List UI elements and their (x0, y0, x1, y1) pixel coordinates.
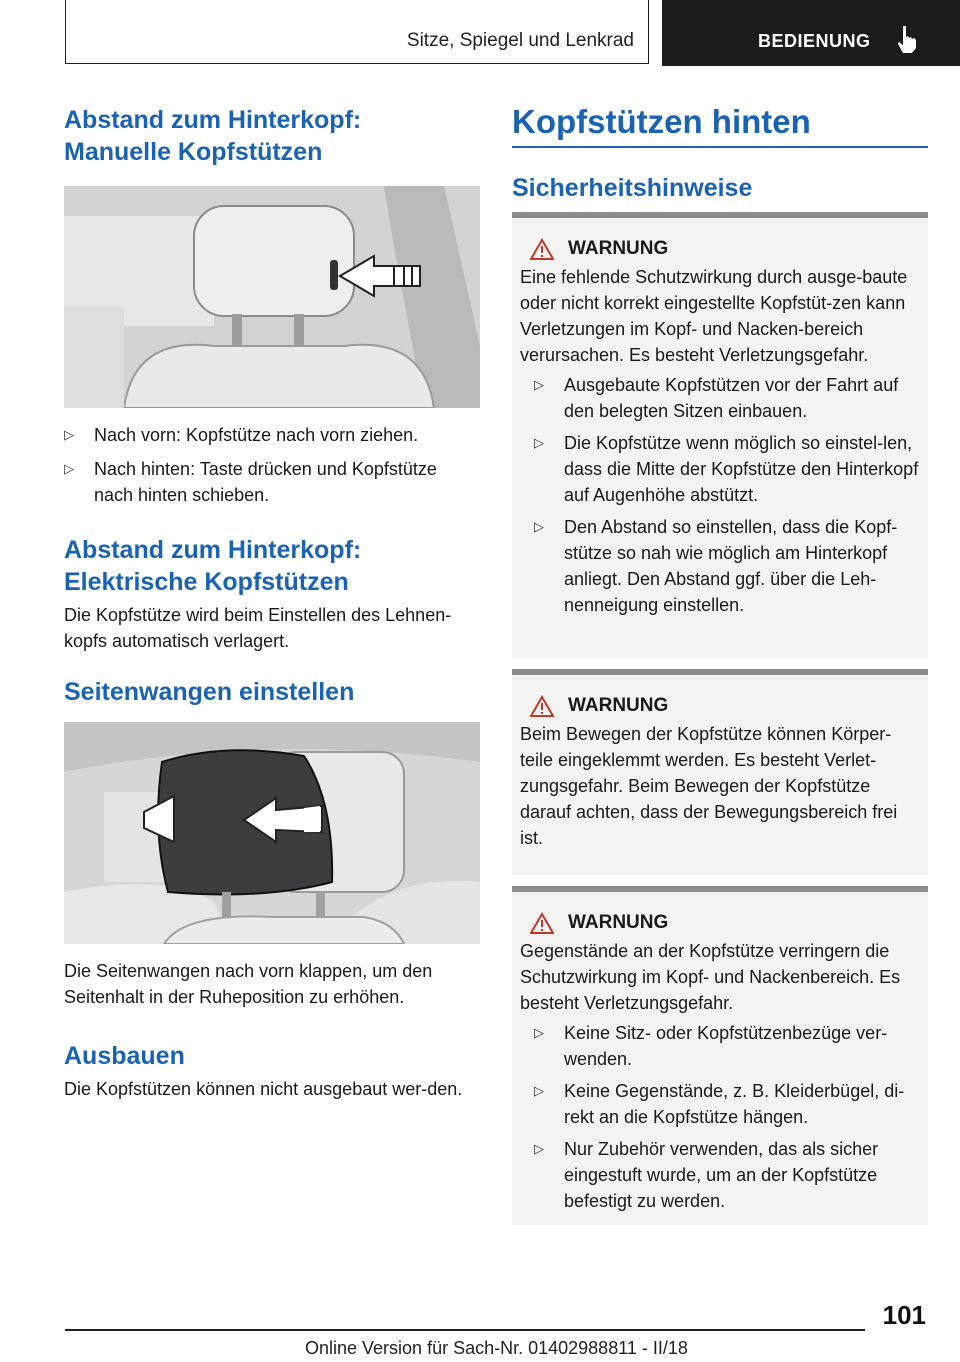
header-section-box (65, 0, 649, 64)
side-wings-text: Die Seitenwangen nach vorn klappen, um den Seitenhalt in der Ruheposition zu erhöhen. (64, 961, 433, 1007)
triangle-bullet-icon: ▷ (534, 1025, 544, 1040)
list-item: ▷ Ausgebaute Kopfstützen vor der Fahrt auf den belegten Sitzen einbauen. (534, 372, 920, 424)
footer-text: Online Version für Sach-Nr. 01402988811 - II/18 (305, 1338, 688, 1358)
manual-headrest-illustration (64, 186, 480, 408)
triangle-bullet-icon: ▷ (534, 377, 544, 392)
warning-triangle-icon (530, 695, 554, 717)
warning-box-3 (512, 886, 928, 1225)
list-item: ▷ Die Kopfstütze wenn möglich so einstel-len, dass die Mitte der Kopfstütze den Hinterkopf auf Augenhöhe abstützt. (534, 430, 920, 508)
heading-manual-headrest: Abstand zum Hinterkopf: Manuelle Kopfstützen (64, 106, 362, 166)
page-number: 101 (882, 1300, 926, 1330)
warning-triangle-icon (530, 912, 554, 934)
list-item: ▷ Keine Sitz- oder Kopfstützenbezüge ver-wenden. (534, 1020, 920, 1072)
warning-text: Gegenstände an der Kopfstütze verringern die Schutzwirkung im Kopf- und Nackenbereich. Es besteht Verletzungsgefahr. (520, 941, 901, 1013)
warning-box-1 (512, 212, 928, 658)
heading-rear-headrests: Kopfstützen hinten (512, 103, 811, 140)
electric-text: Die Kopfstütze wird beim Einstellen des Lehnen-kopfs automatisch verlagert. (64, 605, 452, 651)
list-item: ▷ Nach vorn: Kopfstütze nach vorn ziehen. (64, 422, 480, 448)
remove-text: Die Kopfstützen können nicht ausgebaut wer-den. (64, 1079, 463, 1099)
list-item: ▷ Keine Gegenstände, z. B. Kleiderbügel, di-rekt an die Kopfstütze hängen. (534, 1078, 920, 1130)
triangle-bullet-icon: ▷ (534, 1083, 544, 1098)
triangle-bullet-icon: ▷ (64, 461, 74, 476)
list-item: ▷ Den Abstand so einstellen, dass die Kopf-stütze so nah wie möglich am Hinterkopf anliegt. Den Abstand ggf. über die Leh-nenneigung einstellen. (534, 514, 920, 618)
triangle-bullet-icon: ▷ (534, 519, 544, 534)
heading-remove: Ausbauen (64, 1042, 185, 1070)
side-wings-photo (64, 722, 480, 944)
warning-text: Beim Bewegen der Kopfstütze können Körper-teile eingeklemmt werden. Es besteht Verlet-zungsgefahr. Beim Bewegen der Kopfstütze darauf achten, dass der Bewegungsbereich frei ist. (520, 724, 898, 848)
side-wings-illustration (64, 722, 480, 944)
heading-safety-notes: Sicherheitshinweise (512, 174, 753, 202)
warning-title: WARNUNG (520, 912, 920, 934)
right-column (512, 100, 928, 204)
manual-bullet-list (64, 422, 480, 508)
chapter-title: BEDIENUNG (758, 31, 871, 51)
warning-title: WARNUNG (520, 238, 920, 260)
triangle-bullet-icon: ▷ (534, 1141, 544, 1156)
triangle-bullet-icon: ▷ (64, 427, 74, 442)
heading-electric-headrest: Abstand zum Hinterkopf: Elektrische Kopfstützen (64, 536, 362, 596)
section-title: Sitze, Spiegel und Lenkrad (406, 30, 634, 51)
list-item: ▷ Nur Zubehör verwenden, das als sicher eingestuft wurde, um an der Kopfstütze befestigt zu werden. (534, 1136, 920, 1214)
warning-triangle-icon (530, 238, 554, 260)
heading-side-wings: Seitenwangen einstellen (64, 678, 355, 706)
list-item: ▷ Nach hinten: Taste drücken und Kopfstütze nach hinten schieben. (64, 456, 480, 508)
header-chapter-box (662, 0, 960, 66)
manual-headrest-photo (64, 186, 480, 408)
warning-text: Eine fehlende Schutzwirkung durch ausge-baute oder nicht korrekt eingestellte Kopfstüt-zen kann Verletzungen im Kopf- und Nacken-bereich verursachen. Es besteht Verletzungsgefahr. (520, 267, 908, 365)
warning-box-2 (512, 669, 928, 875)
heading-rule (512, 146, 928, 148)
triangle-bullet-icon: ▷ (534, 435, 544, 450)
warning-bullet-list (520, 1020, 920, 1214)
hand-pointer-icon (894, 24, 920, 54)
warning-bullet-list (520, 372, 920, 618)
left-column (64, 100, 480, 1102)
footer-rule (65, 1329, 865, 1331)
warning-title: WARNUNG (520, 695, 920, 717)
